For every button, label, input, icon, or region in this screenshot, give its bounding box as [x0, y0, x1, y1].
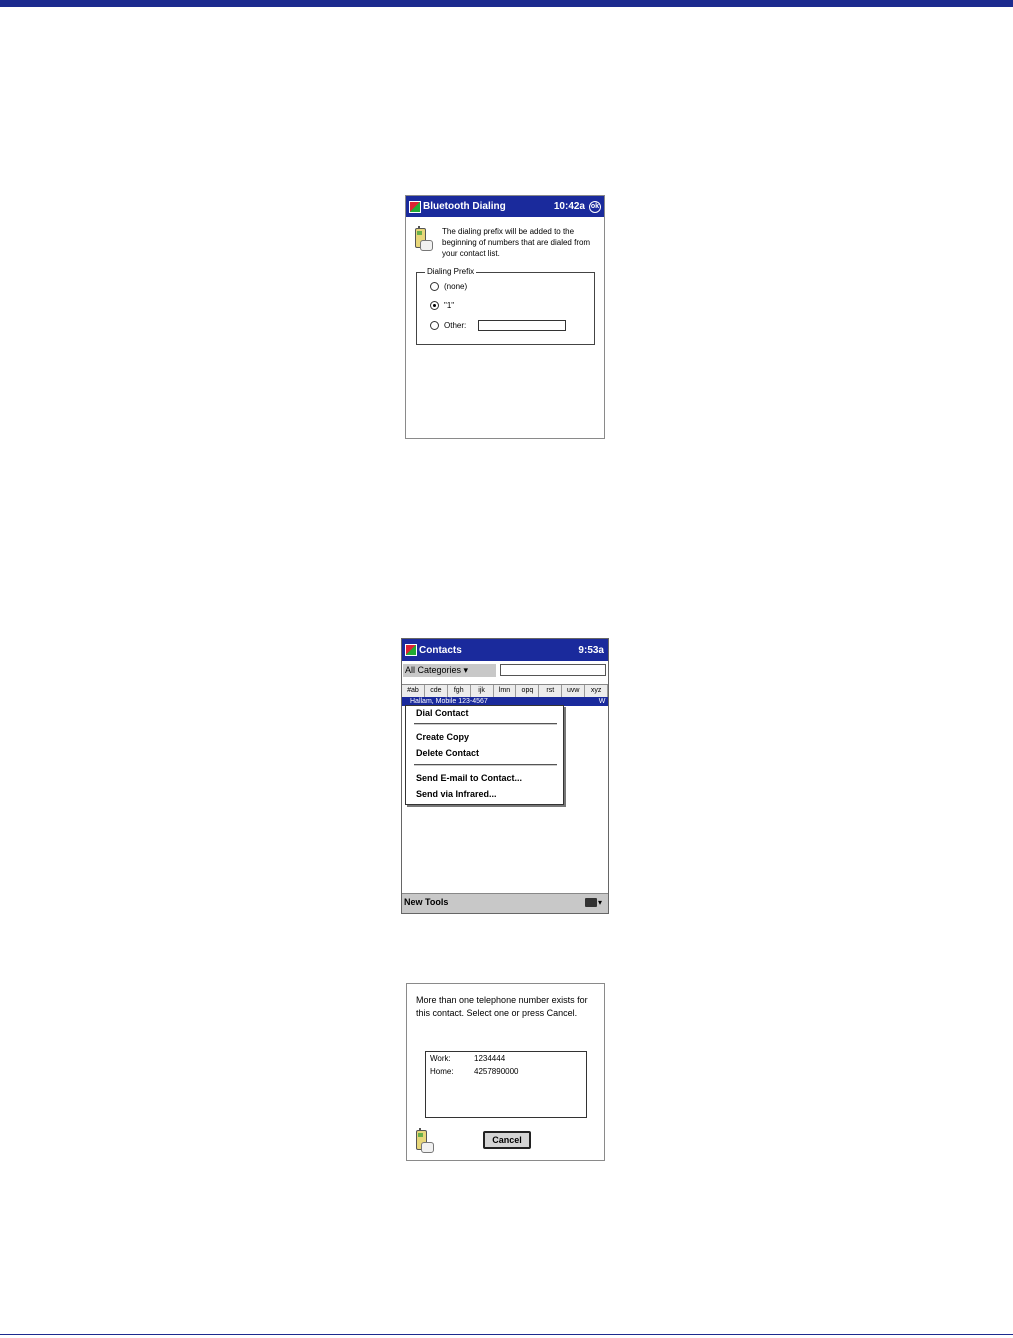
number-label: Work:: [430, 1054, 451, 1063]
option-label: "1": [444, 301, 455, 310]
select-number-dialog-screenshot: [406, 983, 605, 1161]
option-one[interactable]: [430, 301, 454, 310]
menu-separator: [414, 764, 557, 766]
menu-separator: [414, 723, 557, 725]
window-title: Bluetooth Dialing: [423, 201, 506, 212]
menu-item-send-infrared[interactable]: Send via Infrared...: [416, 789, 497, 799]
other-prefix-input[interactable]: [478, 320, 566, 331]
abc-tab[interactable]: #ab: [402, 685, 425, 697]
input-arrow: ▾: [598, 898, 603, 907]
option-other[interactable]: [430, 320, 566, 331]
alphabet-tabs: [402, 684, 608, 698]
description-text: The dialing prefix will be added to the beginning of numbers that are dialed from your contact list.: [442, 227, 591, 258]
abc-tab[interactable]: opq: [516, 685, 539, 697]
group-label: Dialing Prefix: [427, 267, 475, 276]
context-menu: [405, 705, 564, 805]
option-none[interactable]: [430, 282, 467, 291]
phone-number-list: [425, 1051, 587, 1118]
radio-button[interactable]: [430, 321, 439, 330]
header-bar: [0, 0, 1013, 7]
radio-button[interactable]: [430, 282, 439, 291]
abc-tab[interactable]: cde: [425, 685, 448, 697]
contact-type-marker: W: [596, 697, 608, 706]
dialing-prefix-group: [416, 267, 595, 345]
command-bar: [402, 893, 608, 913]
option-label: (none): [444, 282, 468, 291]
clock: 10:42a: [553, 201, 585, 212]
list-item[interactable]: [430, 1067, 519, 1076]
clock: 9:53a: [578, 644, 604, 656]
keyboard-icon[interactable]: [585, 897, 605, 909]
number-value: 1234444: [474, 1054, 506, 1063]
start-menu-icon[interactable]: [405, 644, 417, 656]
abc-tab[interactable]: uvw: [562, 685, 585, 697]
list-item[interactable]: [430, 1054, 505, 1063]
footer-rule: [0, 1334, 1013, 1335]
abc-tab[interactable]: ijk: [471, 685, 494, 697]
contacts-screenshot: [401, 638, 609, 914]
menu-item-dial-contact[interactable]: Dial Contact: [416, 708, 469, 718]
abc-tab[interactable]: fgh: [448, 685, 471, 697]
abc-tab[interactable]: xyz: [585, 685, 608, 697]
category-bar: [402, 664, 608, 678]
abc-tab[interactable]: lmn: [494, 685, 517, 697]
option-label: Other:: [444, 321, 467, 330]
radio-button-selected[interactable]: [430, 301, 439, 310]
number-label: Home:: [430, 1067, 454, 1076]
bluetooth-dialing-screenshot: [405, 195, 605, 439]
abc-tab[interactable]: rst: [539, 685, 562, 697]
ok-button[interactable]: ok: [589, 201, 601, 213]
command-menus[interactable]: New Tools: [404, 897, 449, 907]
dialog-message: More than one telephone number exists for this contact. Select one or press Cancel.: [416, 995, 588, 1018]
phone-icon: [412, 226, 432, 252]
menu-item-send-email[interactable]: Send E-mail to Contact...: [416, 773, 523, 783]
selected-contact-row[interactable]: Hallam, Mobile 123-4567: [402, 697, 596, 706]
title-bar: [402, 639, 608, 661]
menu-item-create-copy[interactable]: Create Copy: [416, 732, 470, 742]
window-title: Contacts: [419, 644, 462, 656]
cancel-button[interactable]: Cancel: [483, 1131, 531, 1149]
phone-icon: [413, 1128, 433, 1154]
find-input[interactable]: [500, 664, 606, 676]
category-dropdown[interactable]: All Categories ▾: [403, 664, 496, 677]
start-menu-icon[interactable]: [409, 201, 421, 213]
number-value: 4257890000: [474, 1067, 519, 1076]
menu-item-delete-contact[interactable]: Delete Contact: [416, 748, 480, 758]
title-bar: [406, 196, 604, 217]
